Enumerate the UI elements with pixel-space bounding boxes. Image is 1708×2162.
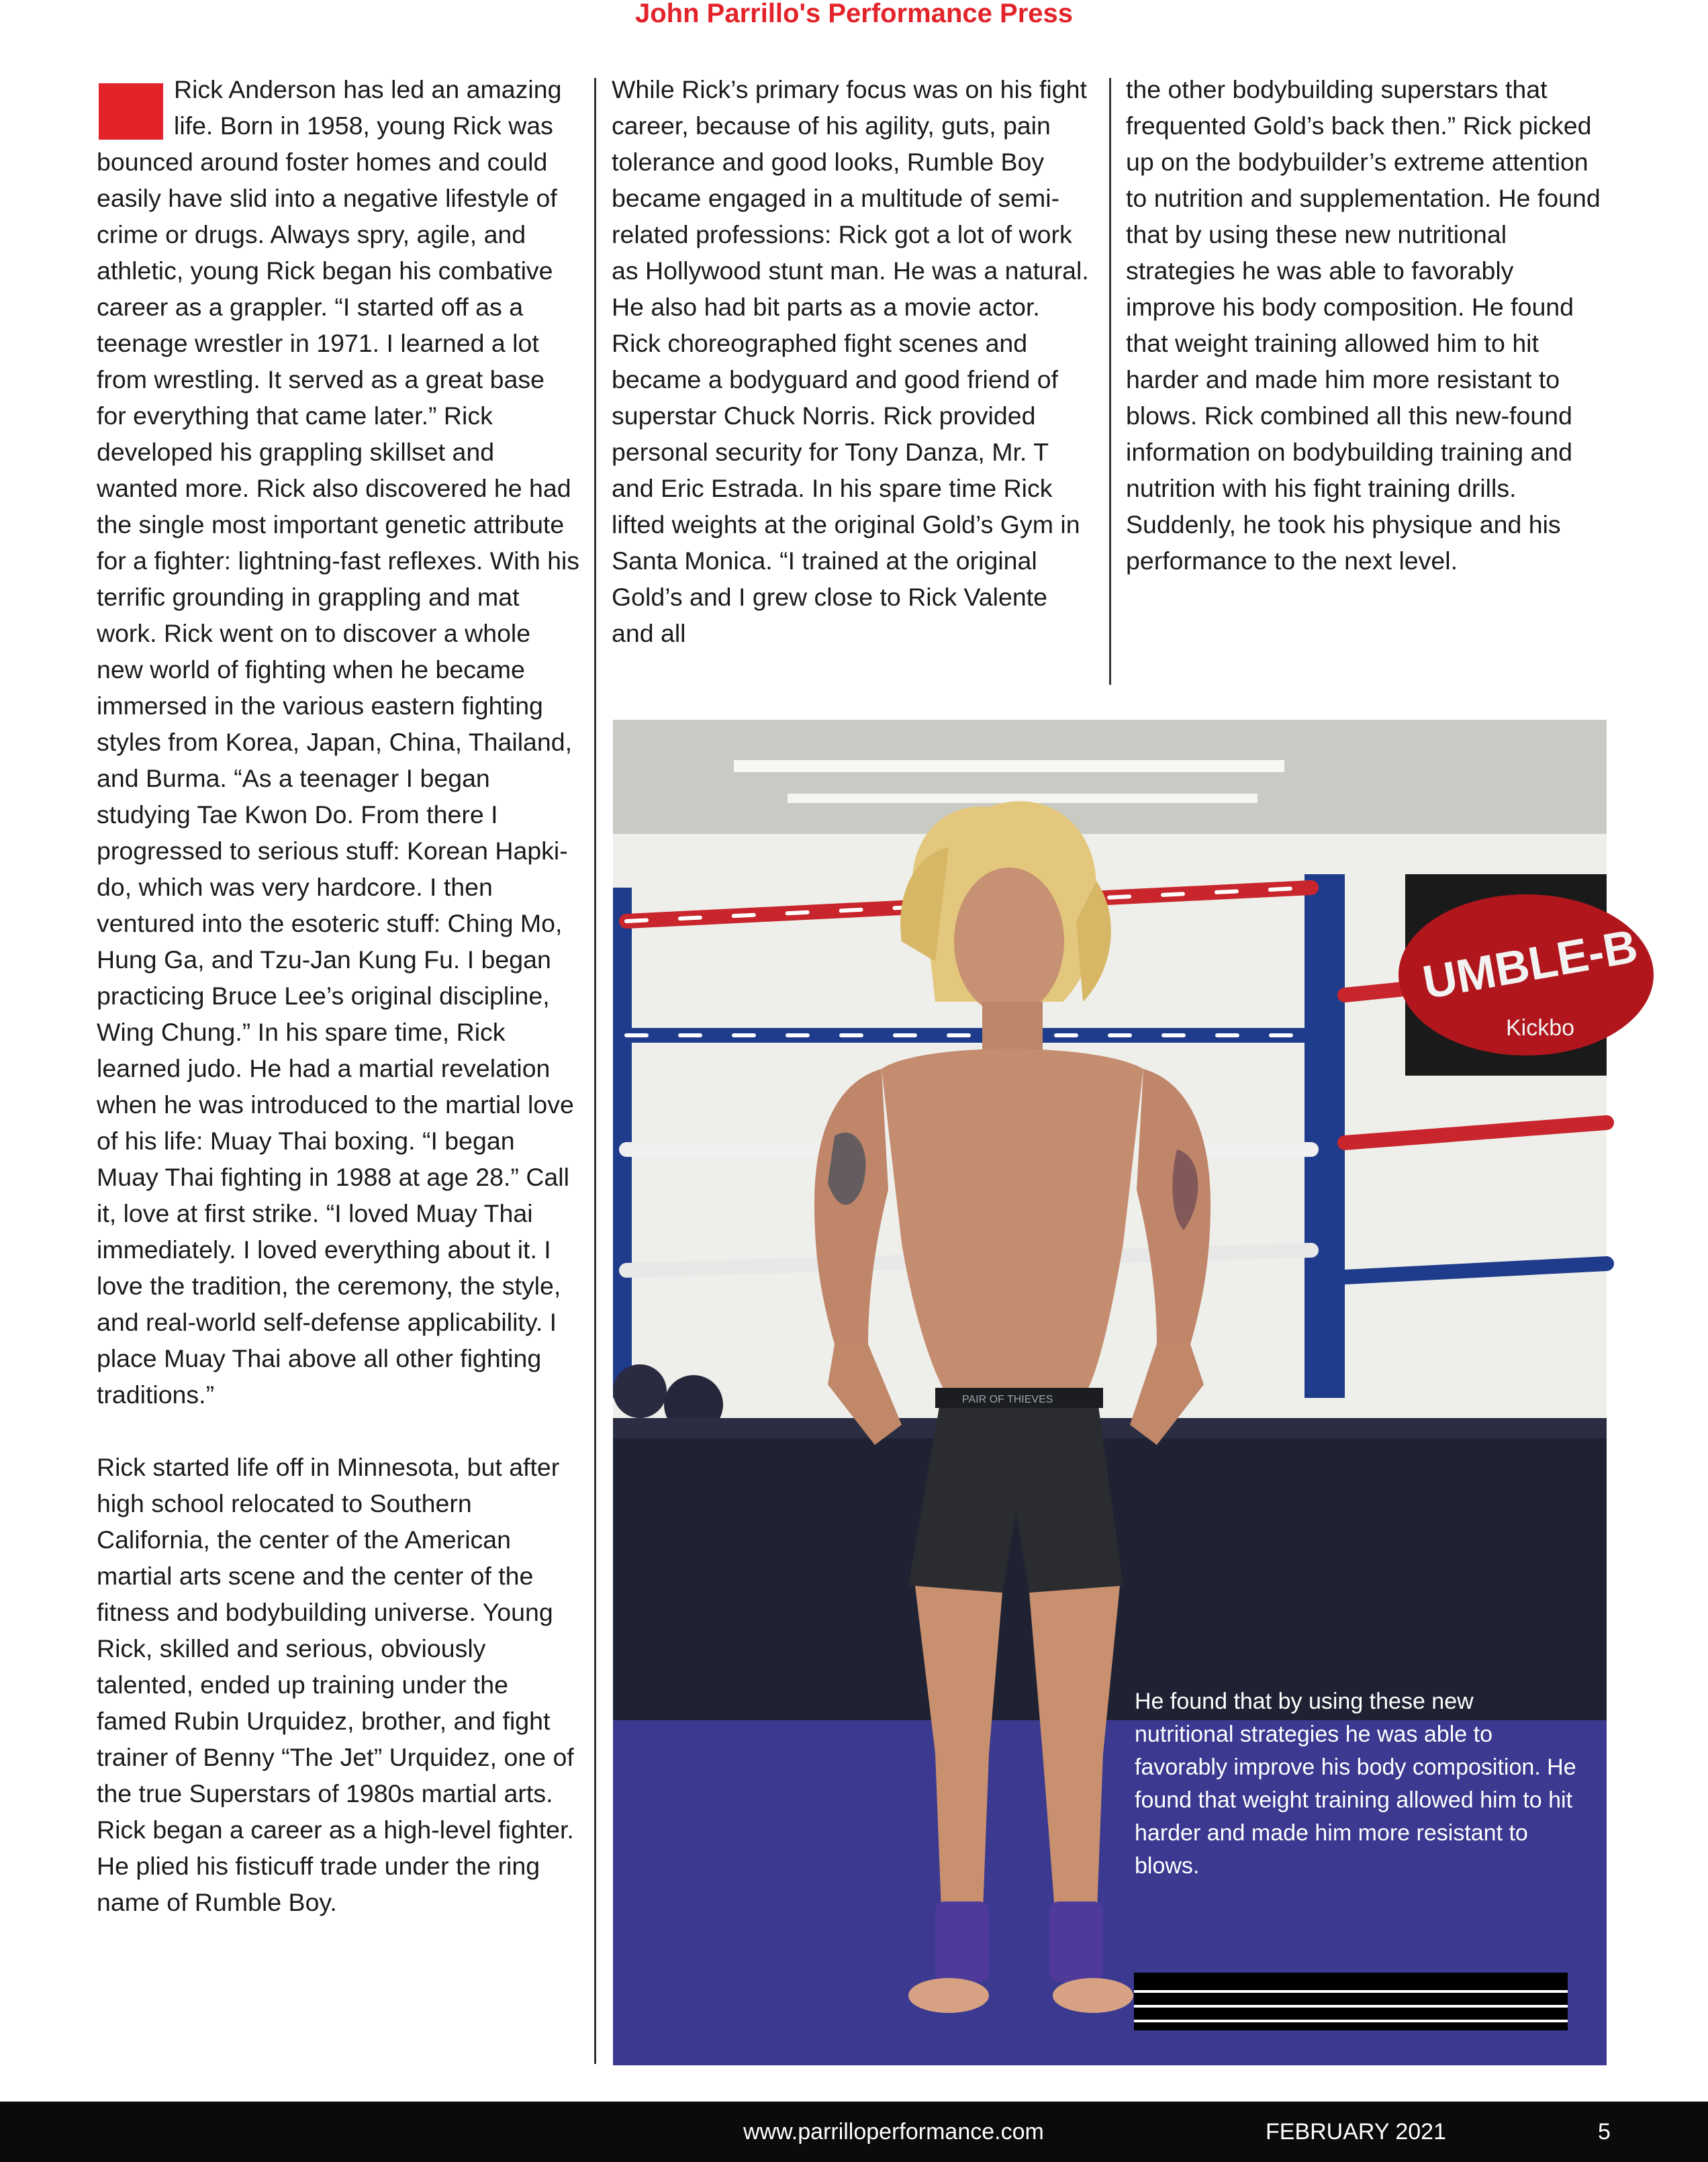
caption-decorative-bars [1134,1973,1568,2030]
gym-banner [1398,874,1654,1076]
masthead-title: John Parrillo's Performance Press [634,0,1073,28]
ceiling [613,720,1607,834]
footer-issue-date: FEBRUARY 2021 [1266,2119,1446,2145]
ring-post [1304,874,1345,1398]
footer-page-number: 5 [1598,2119,1611,2145]
ceiling-light [734,760,1284,772]
svg-text:UMBLE-B: UMBLE-B [1419,919,1642,1009]
svg-text:PAIR OF THIEVES: PAIR OF THIEVES [962,1394,1053,1405]
article-paragraph: While Rick’s primary focus was on his fight career, because of his agility, guts, pain tolerance and good looks, Rumble Boy became engaged in a multitude of semi-related professions: Rick got a lot of work as Hollywood stunt man. He was a natural. He also had bit parts as a movie actor. Rick choreographed fight scenes and became a bodyguard and good friend of superstar Chuck Norris. Rick provided personal security for Tony Danza, Mr. T and Eric Estrada. In his spare time Rick lifted weights at the original Gold’s Gym in Santa Monica. “I trained at the original Gold’s and I grew close to Rick Valente and all [612,75,1089,647]
article-paragraph: Rick Anderson has led an amazing life. Born in 1958, young Rick was bounced around foster homes and could easily have slid into a negative lifestyle of crime or drugs. Always spry, agile, and athletic, young Rick began his combative career as a grappler. “I started off as a teenage wrestler in 1971. I learned a lot from wrestling. It served as a great base for everything that came later.” Rick developed his grappling skillset and wanted more. Rick also discovered he had the single most important genetic attribute for a fighter: lightning-fast reflexes. With his terrific grounding in grappling and mat work. Rick went on to discover a whole new world of fighting when he became immersed in the various eastern fighting styles from Korea, Japan, China, Thailand, and Burma. “As a teenager I began studying Tae Kwon Do. From there I progressed to serious stuff: Korean Hapki-do, which was very hardcore. I then ventured into the esoteric stuff: Ching Mo, Hung Ga, and Tzu-Jan Kung Fu. I began practicing Bruce Lee’s original discipline, Wing Chung.” In his spare time, Rick learned judo. He had a martial revelation when he was introduced to the martial love of his life: Muay Thai boxing. “I began Muay Thai fighting in 1988 at age 28.” Call it, love at first strike. “I loved Muay Thai immediately. I loved everything about it. I love the tradition, the ceremony, the style, and real-world self-defense applicability. I place Muay Thai above all other fighting traditions.” [97,75,580,1409]
article-paragraph: Rick started life off in Minnesota, but after high school relocated to Southern California, the center of the American martial arts scene and the center of the fitness and bodybuilding universe. Young Rick, skilled and serious, obviously talented, ended up training under the famed Rubin Urquidez, brother, and fight trainer of Benny “The Jet” Urquidez, one of the true Superstars of 1980s martial arts. Rick began a career as a high-level fighter. He plied his fisticuff trade under the ring name of Rumble Boy. [97,1453,574,1916]
footer-website: www.parrilloperformance.com [743,2119,1044,2145]
svg-text:Kickbo: Kickbo [1506,1015,1575,1041]
article-paragraph: the other bodybuilding superstars that frequented Gold’s back then.” Rick picked up on the bodybuilder’s extreme attention to nutrition and supplementation. He found that by using these new nutritional strategies he was able to favorably improve his body composition. He found that weight training allowed him to hit harder and made him more resistant to blows. Rick combined all this new-found information on bodybuilding training and nutrition with his fight training drills. Suddenly, he took his physique and his performance to the next level. [1126,75,1601,575]
article-column-2 [612,71,1095,651]
article-column-3 [1126,71,1609,579]
red-square-marker [99,83,163,140]
column-divider [594,78,596,2064]
article-column-1 [97,71,580,1920]
column-divider [1109,78,1111,685]
photo-caption: He found that by using these new nutritional strategies he was able to favorably improve his body composition. He found that weight training allowed him to hit harder and made him more resistant to blows. [1135,1689,1576,1879]
page-footer [0,2102,1708,2162]
